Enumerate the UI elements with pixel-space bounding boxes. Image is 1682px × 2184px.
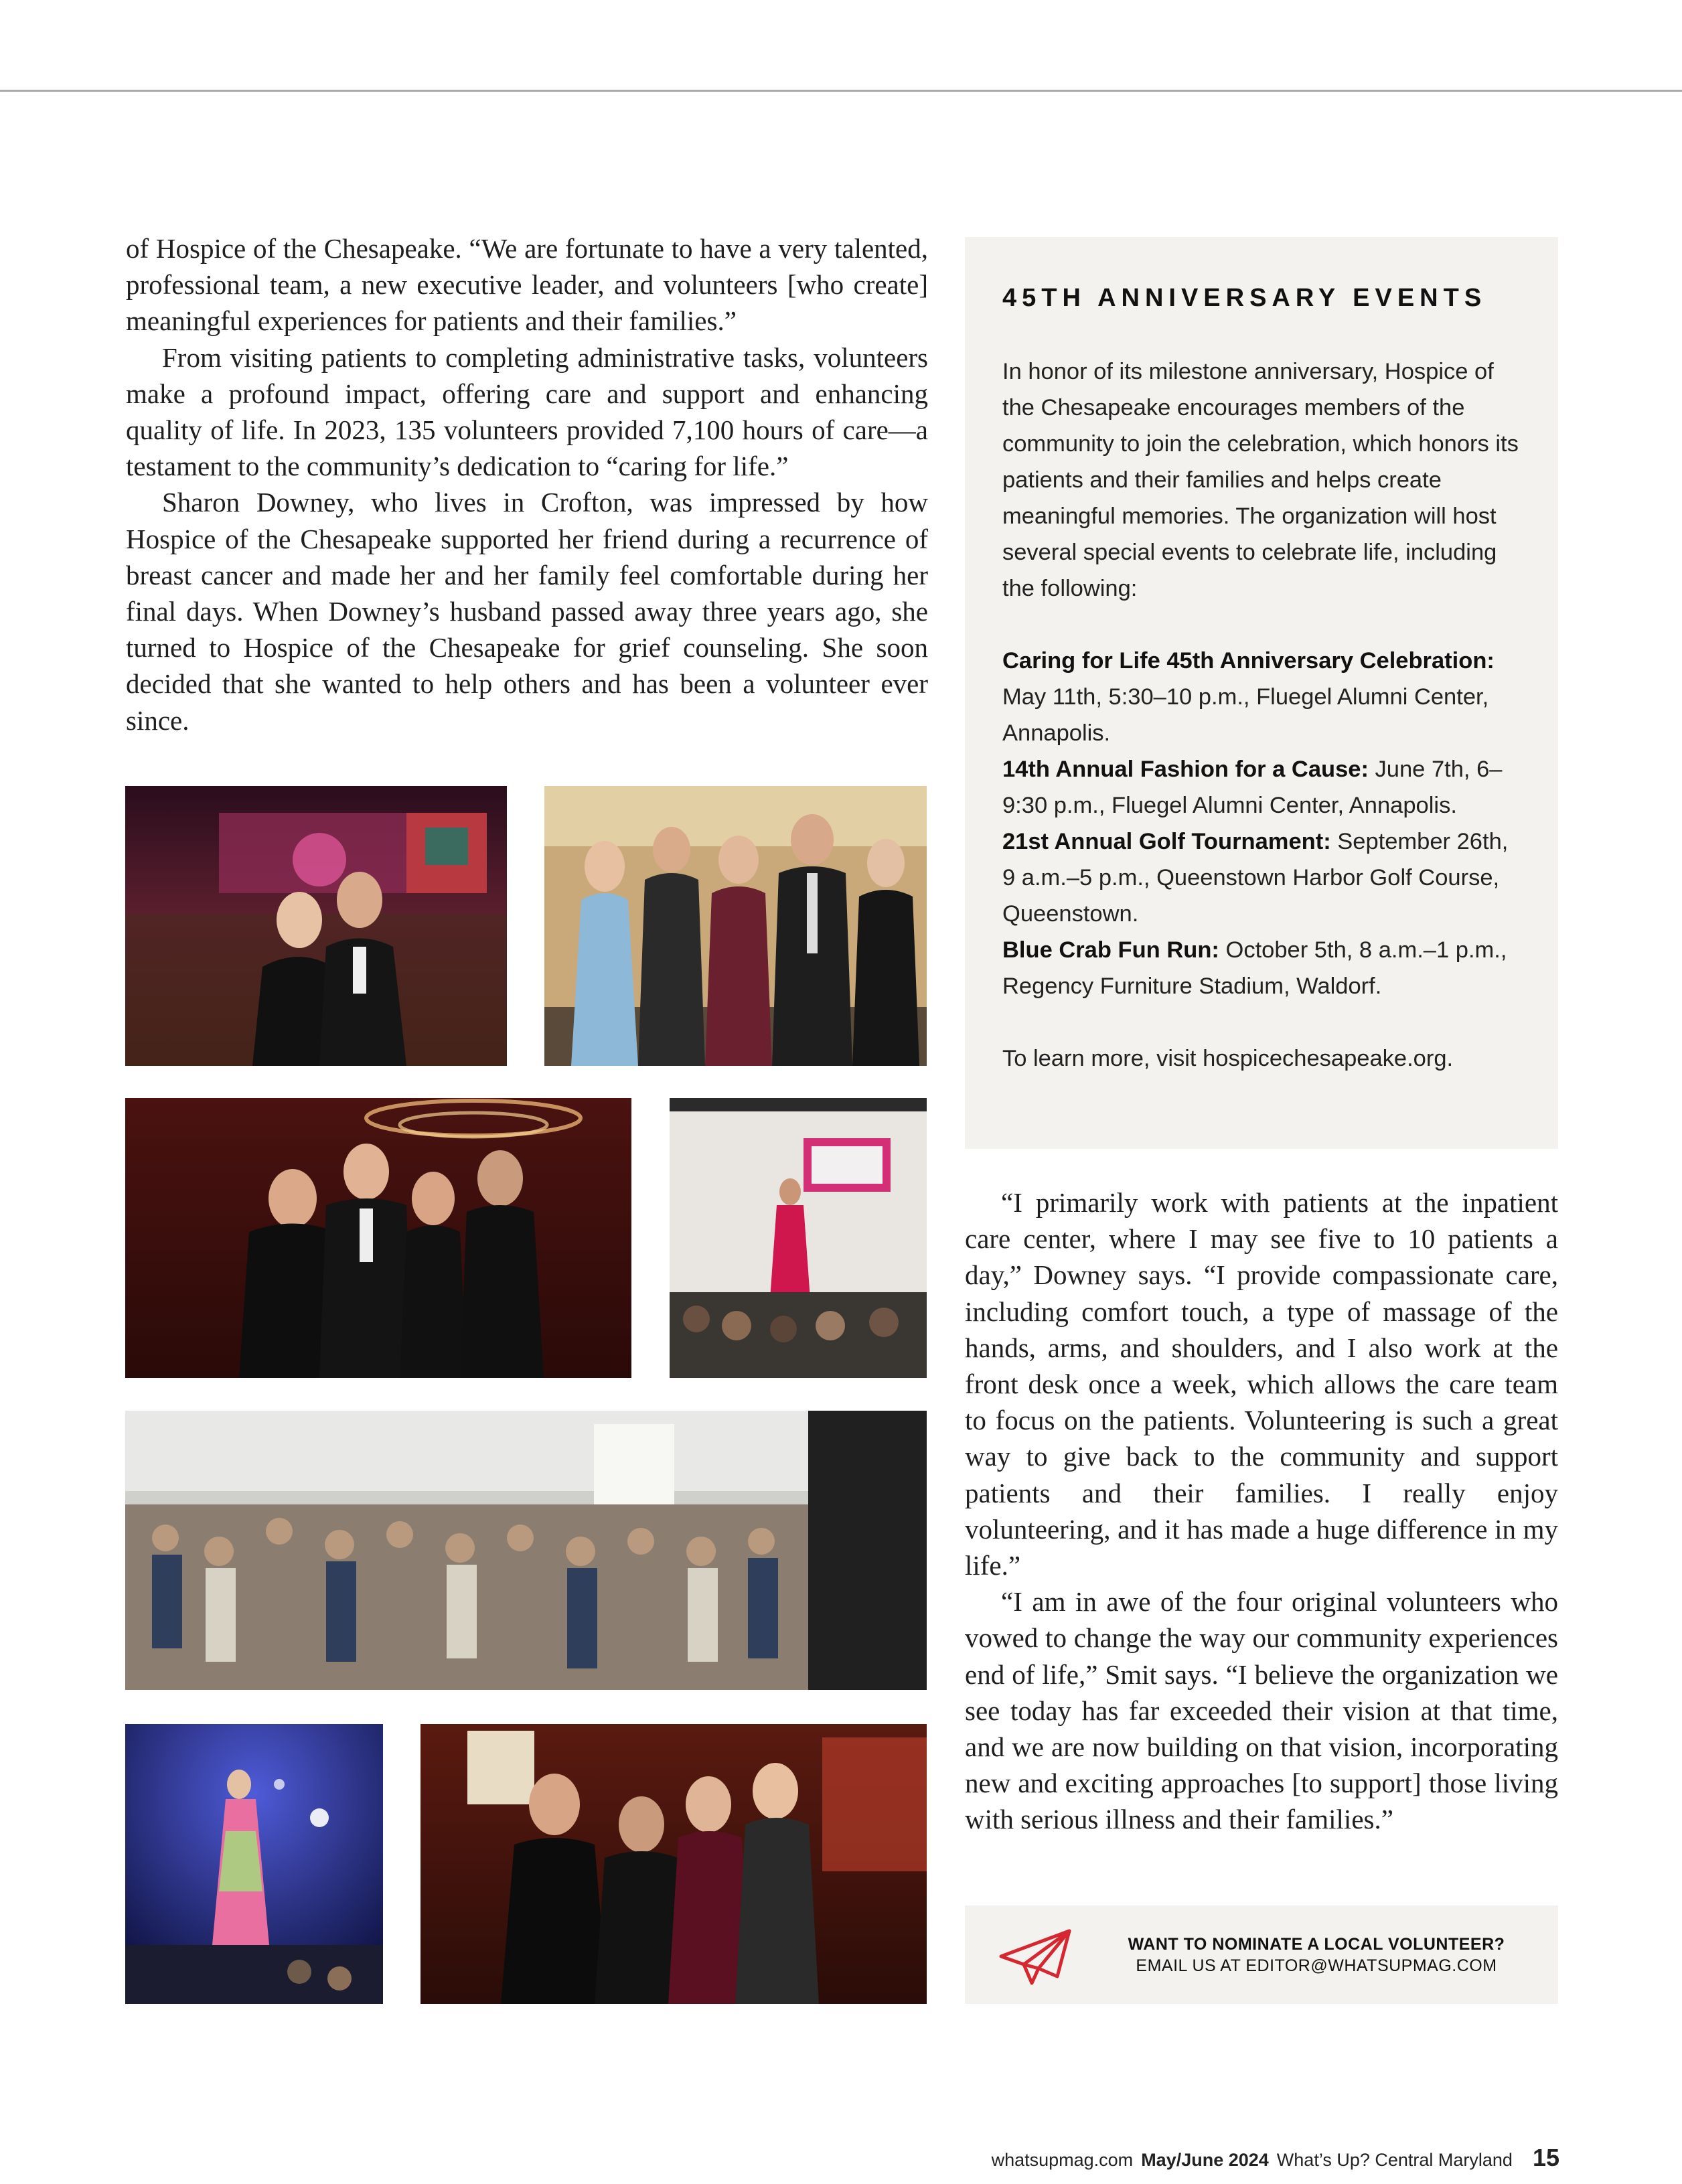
event-details: September 26th, 9 a.m.–5 p.m., Queenstown Harbor Golf Course, Queenstown.	[1002, 829, 1509, 927]
sidebar-outro: To learn more, visit hospicechesapeake.org.	[1002, 1046, 1454, 1071]
event-details: October 5th, 8 a.m.–1 p.m., Regency Furniture Stadium, Waldorf.	[1002, 937, 1507, 999]
footer-issue: May/June 2024	[1141, 2150, 1269, 2170]
body-paragraph: “I am in awe of the four original volunteers who vowed to change the way our community experiences end of life,” Smit says. “I believe the organization we see today has far exceeded their vision at that time, and we are now building on that vision, incorporating new and exciting approaches [to support] those living with serious illness and their families.”	[965, 1586, 1558, 1835]
top-rule	[0, 90, 1682, 92]
photo-party-four	[125, 1098, 631, 1378]
photo-colorful-dress	[125, 1724, 383, 2004]
event-name: Blue Crab Fun Run:	[1002, 937, 1219, 963]
photo-runway-model	[670, 1098, 927, 1378]
nominate-heading: WANT TO NOMINATE A LOCAL VOLUNTEER?	[1128, 1935, 1505, 1954]
event-details: May 11th, 5:30–10 p.m., Fluegel Alumni Center, Annapolis.	[1002, 684, 1489, 746]
body-paragraph: Sharon Downey, who lives in Crofton, was impressed by how Hospice of the Chesapeake supported her friend during a recurrence of breast cancer and made her and her family feel comfortable during her final days. When Downey’s husband passed away three years ago, she turned to Hospice of the Chesapeake for grief counseling. She soon decided that she wanted to help others and has been a volunteer ever since.	[126, 487, 928, 736]
event-item	[1002, 751, 1521, 824]
photo-crowd	[125, 1411, 927, 1690]
event-item	[1002, 643, 1521, 751]
anniversary-events-sidebar	[965, 237, 1558, 1149]
body-paragraph: “I primarily work with patients at the inpatient care center, where I may see five to 10 patients a day,” Downey says. “I provide compassionate care, including comfort touch, a type of massage of the hands, arms, and shoulders, and I also work at the front desk once a week, which allows the care team to focus on the patients. Volunteering is such a great way to give back to the community and support patients and their families. I really enjoy volunteering, and it has made a huge difference in my life.”	[965, 1187, 1558, 1581]
body-paragraph: of Hospice of the Chesapeake. “We are fortunate to have a very talented, professional team, a new executive leader, and volunteers [who create] meaningful experiences for patients and their families.”	[126, 233, 928, 337]
page-footer	[992, 2144, 1559, 2173]
page-number: 15	[1532, 2144, 1559, 2171]
event-name: Caring for Life 45th Anniversary Celebration:	[1002, 648, 1495, 674]
left-column-text	[126, 230, 928, 738]
photo-gala-couple	[125, 786, 507, 1066]
body-paragraph: From visiting patients to completing administrative tasks, volunteers make a profound impact, offering care and support and enhancing quality of life. In 2023, 135 volunteers provided 7,100 hours of care—a testament to the community’s dedication to “caring for life.”	[126, 341, 928, 482]
sidebar-title: 45TH ANNIVERSARY EVENTS	[1002, 284, 1487, 312]
paper-plane-icon	[997, 1926, 1074, 1986]
photo-group-five	[544, 786, 927, 1066]
nominate-banner	[965, 1905, 1558, 2004]
sidebar-intro: In honor of its milestone anniversary, Hospice of the Chesapeake encourages members of the community to join the celebration, which honors its patients and their families and helps create meaningful memories. The organization will host several special events to celebrate life, including the following:	[1002, 359, 1519, 601]
photo-four-women	[420, 1724, 927, 2004]
event-item	[1002, 824, 1521, 932]
event-name: 14th Annual Fashion for a Cause:	[1002, 757, 1369, 782]
event-details: June 7th, 6–9:30 p.m., Fluegel Alumni Center, Annapolis.	[1002, 757, 1503, 818]
event-item	[1002, 932, 1521, 1004]
nominate-email: EMAIL US AT EDITOR@WHATSUPMAG.COM	[1136, 1956, 1497, 1975]
footer-site: whatsupmag.com	[991, 2150, 1134, 2170]
event-name: 21st Annual Golf Tournament:	[1002, 829, 1331, 854]
footer-publication: What’s Up? Central Maryland	[1276, 2150, 1513, 2170]
right-column-text	[965, 1184, 1558, 1838]
